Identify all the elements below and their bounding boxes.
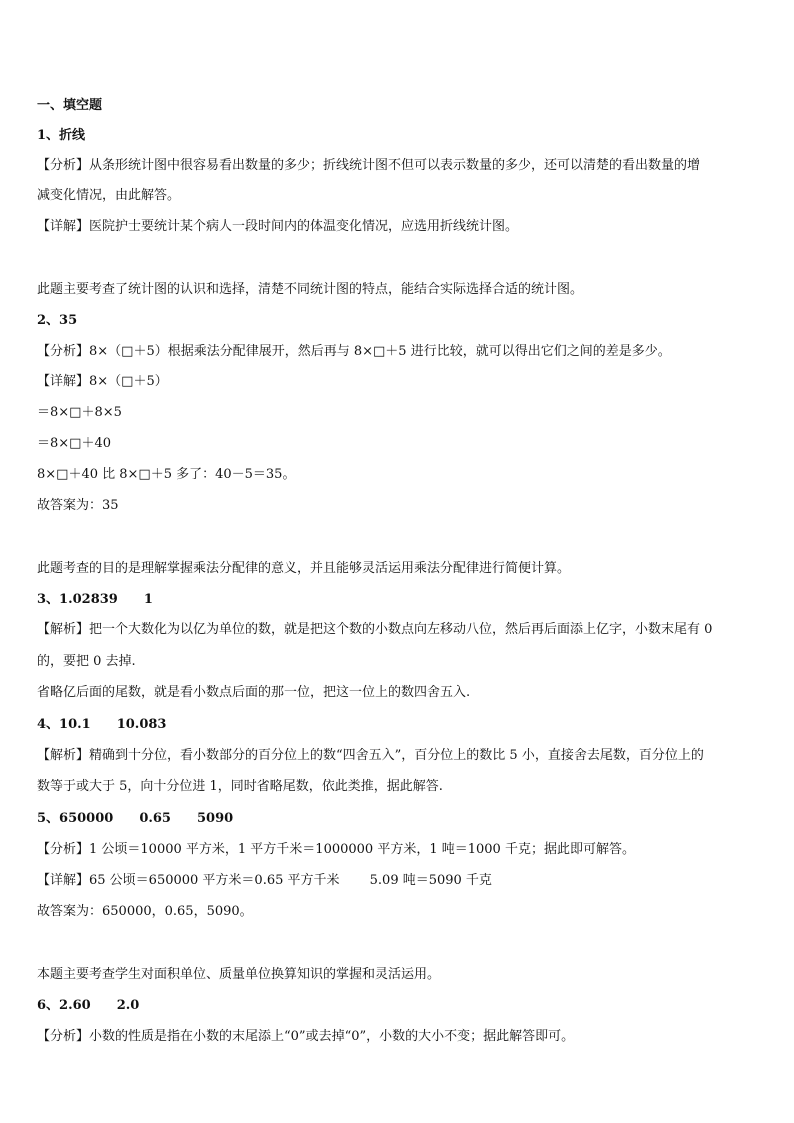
detail-text: 【详解】65 公顷＝650000 平方米＝0.65 平方千米 5.09 吨＝5090 千克	[37, 873, 492, 888]
final-answer: 故答案为：35	[37, 498, 119, 513]
answer-number: 1、折线	[37, 128, 86, 143]
analysis-text: 【分析】8×（□＋5）根据乘法分配律展开，然后再与 8×□＋5 进行比较，就可以得出它们之间的差是多少。	[37, 344, 671, 359]
answer-number: 2、35	[37, 313, 78, 328]
summary-text: 此题考查的目的是理解掌握乘法分配律的意义，并且能够灵活运用乘法分配律进行简便计算。	[37, 561, 571, 576]
equation-step: ＝8×□＋8×5	[37, 405, 122, 420]
analysis-text: 减变化情况，由此解答。	[37, 188, 181, 203]
explanation-text: 【解析】把一个大数化为以亿为单位的数，就是把这个数的小数点向左移动八位，然后再后面添上亿字，小数末尾有 0	[37, 622, 713, 637]
answer-number: 4、10.1 10.083	[37, 717, 167, 732]
summary-text: 此题主要考查了统计图的认识和选择，清楚不同统计图的特点，能结合实际选择合适的统计图。	[37, 282, 584, 297]
answer-number: 6、2.60 2.0	[37, 998, 140, 1013]
section-title: 一、填空题	[37, 98, 103, 113]
detail-text: 【详解】医院护士要统计某个病人一段时间内的体温变化情况，应选用折线统计图。	[37, 219, 519, 234]
analysis-text: 【分析】1 公顷＝10000 平方米，1 平方千米＝1000000 平方米，1 吨＝1000 千克；据此即可解答。	[37, 842, 635, 857]
explanation-text: 的，要把 0 去掉.	[37, 654, 136, 669]
analysis-text: 【分析】小数的性质是指在小数的末尾添上“0”或去掉“0”，小数的大小不变；据此解答即可。	[37, 1029, 575, 1044]
analysis-text: 【分析】从条形统计图中很容易看出数量的多少；折线统计图不但可以表示数量的多少，还可以清楚的看出数量的增	[37, 158, 701, 173]
detail-text: 【详解】8×（□＋5）	[37, 374, 168, 389]
equation-step: ＝8×□＋40	[37, 436, 111, 451]
summary-text: 本题主要考查学生对面积单位、质量单位换算知识的掌握和灵活运用。	[37, 967, 441, 982]
final-answer: 故答案为：650000，0.65，5090。	[37, 904, 253, 919]
explanation-text: 【解析】精确到十分位，看小数部分的百分位上的数“四舍五入”，百分位上的数比 5 小，直接舍去尾数，百分位上的	[37, 748, 704, 763]
equation-step: 8×□＋40 比 8×□＋5 多了：40－5＝35。	[37, 467, 296, 482]
explanation-text: 省略亿后面的尾数，就是看小数点后面的那一位，把这一位上的数四舍五入.	[37, 685, 471, 700]
explanation-text: 数等于或大于 5，向十分位进 1，同时省略尾数，依此类推，据此解答.	[37, 779, 443, 794]
answer-number: 5、650000 0.65 5090	[37, 811, 234, 826]
answer-number: 3、1.02839 1	[37, 592, 153, 607]
